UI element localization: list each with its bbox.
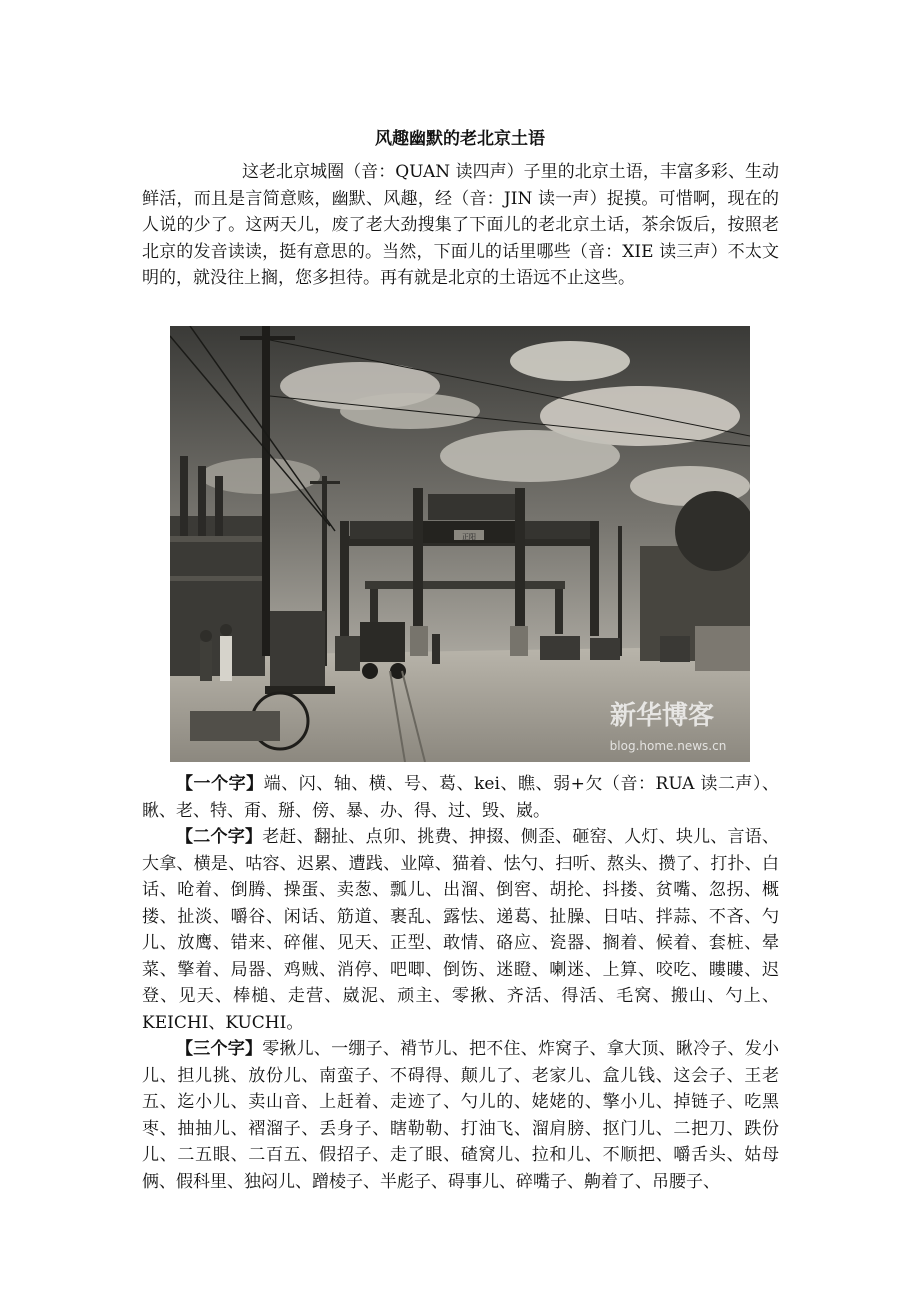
photo-watermark-url: blog.home.news.cn xyxy=(609,739,727,753)
section-one-character xyxy=(142,771,779,824)
intro-paragraph: 这老北京城圈（音：QUAN 读四声）子里的北京土语，丰富多彩、生动鲜活，而且是言简意赅，幽默、风趣，经（音：JIN 读一声）捉摸。可惜啊，现在的人说的少了。这两天儿，废了老大劲搜集了下面儿的老北京土话，茶余饭后，按照老北京的发音读读，挺有意思的。当然，下面儿的话里哪些（音：XIE 读三声）不太文明的，就没往上搁，您多担待。再有就是北京的土语远不止这些。 xyxy=(142,162,779,288)
document-title: 风趣幽默的老北京土语 xyxy=(375,129,545,149)
section-label: 【三个字】 xyxy=(176,1039,263,1059)
section-two-character xyxy=(142,824,779,1036)
section-three-character xyxy=(142,1036,779,1195)
section-text: 零揪儿、一绷子、褙节儿、把不住、炸窝子、拿大顶、瞅冷子、发小儿、担儿挑、放份儿、南蛮子、不碍得、颠儿了、老家儿、盒儿钱、这会子、王老五、迄小儿、卖山音、上赶着、走迹了、勺儿的、姥姥的、擎小儿、掉链子、吃黑枣、抽抽儿、褶溜子、丢身子、瞎勒勒、打油飞、溜肩膀、抠门儿、二把刀、跌份儿、二五眼、二百五、假招子、走了眼、碴窝儿、拉和儿、不顺把、嚼舌头、姑母俩、假科里、独闷儿、蹭棱子、半彪子、碍事儿、碎嘴子、齁着了、吊腰子、 xyxy=(142,1039,780,1192)
historic-photo xyxy=(170,326,750,762)
vocabulary-sections xyxy=(142,771,779,1195)
section-text: 老赶、翻扯、点卯、挑费、抻掇、侧歪、砸窑、人灯、块儿、言语、大拿、横是、咕容、迟累、遭践、业障、猫着、怯勺、扫听、熬头、攒了、打扑、白话、呛着、倒腾、操蛋、卖葱、瓢儿、出溜、倒窖、胡抡、抖搂、贫嘴、忽拐、概搂、扯淡、嚼谷、闲话、筋道、裹乱、露怯、递葛、扯臊、日咕、拌蒜、不吝、勺儿、放鹰、错来、碎催、见天、正型、敢情、硌应、瓷器、搁着、候着、套桩、晕菜、擎着、局器、鸡贼、消停、吧唧、倒饬、迷瞪、喇迷、上算、咬吃、瞜瞜、迟登、见天、棒槌、走营、崴泥、顽主、零揪、齐活、得活、毛窝、搬山、勺上、KEICHI、KUCHI。 xyxy=(142,827,780,1033)
section-text: 端、闪、轴、横、号、葛、kei、瞧、弱+欠（音：RUA 读二声）、瞅、老、特、甭、掰、傍、暴、办、得、过、毁、崴。 xyxy=(142,774,780,821)
photo-watermark: 新华博客 xyxy=(609,701,715,731)
gate-plaque: 正阳 xyxy=(462,533,476,541)
section-label: 【二个字】 xyxy=(176,827,263,847)
section-label: 【一个字】 xyxy=(176,774,264,794)
